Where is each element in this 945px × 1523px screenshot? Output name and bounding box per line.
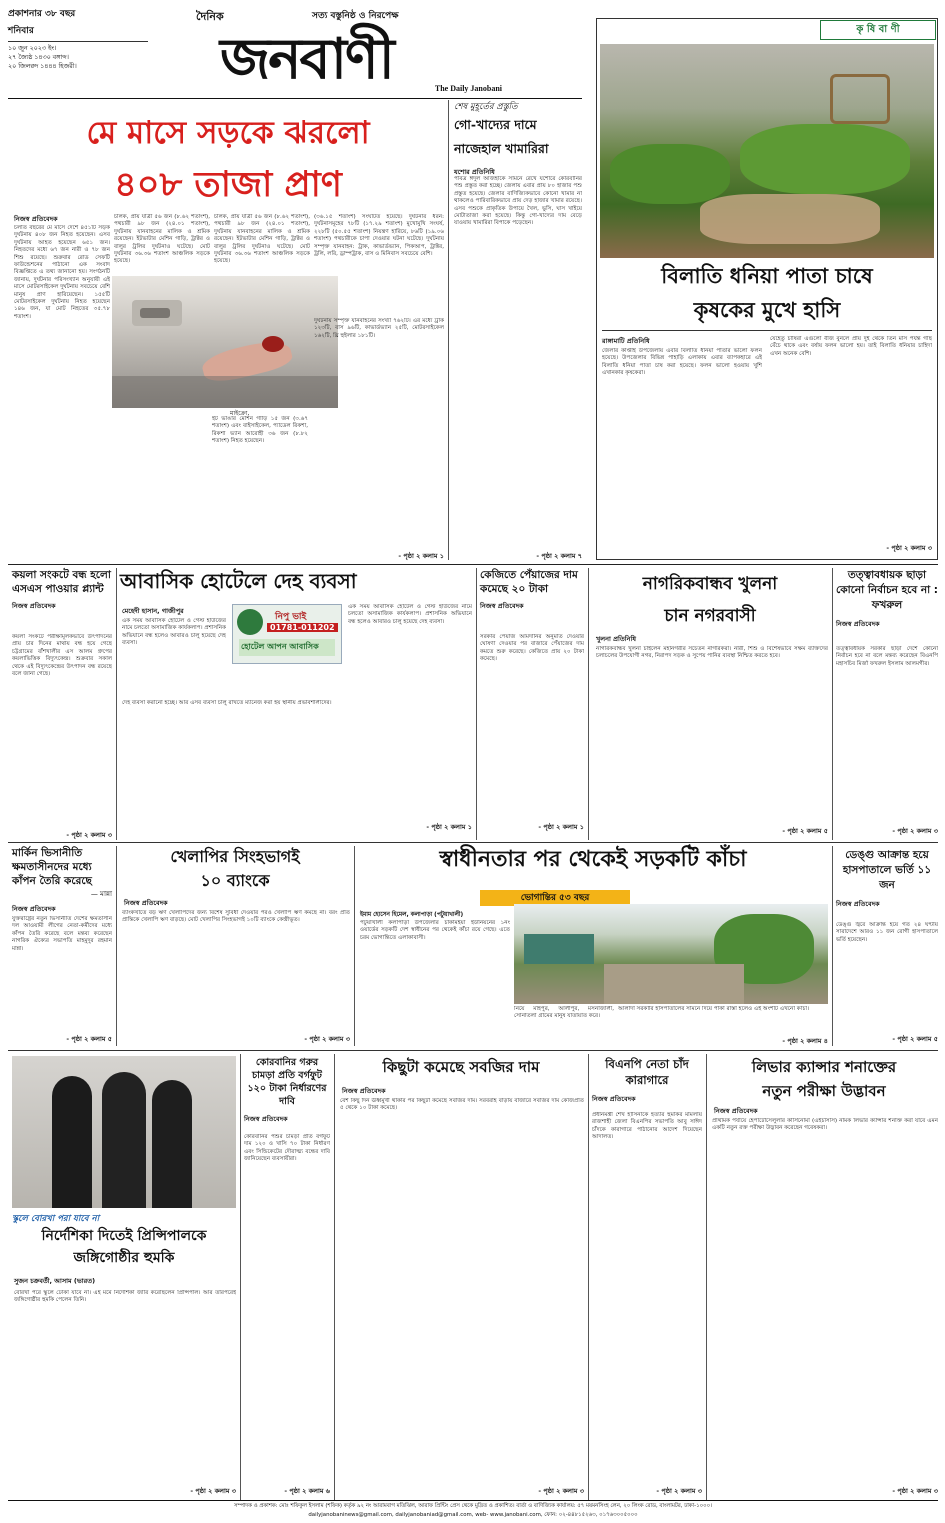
coal-body: কয়লা সংকটে পরীক্ষামূলকভাবে উৎপাদনের প্রায় চার দিনের মাথায় বন্ধ হয়ে গেছে চট্টগ্রামের বাঁশখালীর এস আলম গ্রুপের কয়লাভিত্তিক বিদ্যুৎকেন্দ্র। শুক্রবার সকাল থেকে এই বিদ্যুৎকেন্দ্রের উৎপাদন বন্ধ রয়েছে বলে জানা গেছে।: [12, 634, 112, 678]
dengue-body: ডেঙ্গু জ্বরে আক্রান্ত হয়ে গত ২৪ ঘণ্টায় সারাদেশে আরও ১১ জন রোগী হাসপাতালে ভর্তি হয়েছেন।: [836, 922, 938, 943]
coal-headline[interactable]: কয়লা সংকটে বন্ধ হলো এসএস পাওয়ার প্ল্যান্ট: [12, 569, 111, 595]
visa-headline[interactable]: মার্কিন ভিসানীতি ক্ষমতাসীনদের মধ্যে কাঁপন তৈরি করেছে: [12, 847, 92, 887]
veg-byline: নিজস্ব প্রতিবেদক: [342, 1087, 386, 1095]
krishi-rule: [602, 330, 932, 331]
publication-year: প্রকাশনার ৩৮ বছর: [8, 9, 76, 19]
bnp-byline: নিজস্ব প্রতিবেদক: [592, 1095, 636, 1103]
coal-story: [12, 568, 112, 612]
road-column-1: পটুয়াখালী কলাপাড়া উপজেলার চাকামইয়া ইউনিয়নের ১নং ওয়ার্ডের সড়কটি দেশ স্বাধীনের পর থেকেই কাঁচা রয়ে গেছে। এতে চরম ভোগান্তিতে এলাকাবাসী।: [360, 920, 510, 941]
lead-column-3-bottom: দুর্ঘটনায় সম্পৃক্ত যানবাহনের সংখ্যা ৭৬২টি। এর মধ্যে ট্রাক ১২৩টি, বাস ৯৬টি, কাভার্ডভ্যান ২৫টি, মোটরসাইকেল ১৬২টি, থ্রি হুইলার ১৮১টি।: [314, 318, 444, 339]
khulna-headline-1[interactable]: নাগরিকবান্ধব খুলনা: [642, 574, 778, 594]
dengue-continued[interactable]: - পৃষ্ঠা ২ কলাম ৫: [892, 1035, 938, 1043]
krishi-column-2: যেহেতু চাষিরা এগুলো বীজ বুনলে প্রায় দুই থেকে তিন মাস পর্যন্ত গাছ বেঁচে থাকে এবং বর্ষায় ফলন ভালো হয়। তাই বিলাতি ধনিয়ার চাহিদা এখন অনেক বেশি।: [770, 336, 932, 357]
defaulter-byline: নিজস্ব প্রতিবেদক: [124, 899, 168, 907]
krishi-continued[interactable]: - পৃষ্ঠা ২ কলাম ৩: [886, 544, 932, 552]
cattle-kicker: শেষ মুহূর্তের প্রস্তুতি: [454, 102, 518, 112]
date-hijri: ২০ জিলক্বদ ১৪৪৪ হিজরী।: [8, 63, 77, 70]
column-divider: [116, 568, 117, 840]
section-rule: [8, 1050, 938, 1051]
column-divider: [588, 1054, 589, 1500]
burqa-headline-2[interactable]: জঙ্গিগোষ্ঠীর হুমকি: [73, 1250, 175, 1266]
logo-text: জনবাণী: [220, 27, 393, 92]
road-continued[interactable]: - পৃষ্ঠা ২ কলাম ৪: [782, 1037, 828, 1045]
hotel-headline[interactable]: আবাসিক হোটেলে দেহ ব্যবসা: [120, 569, 357, 593]
card-phone: 01781-011202: [267, 623, 338, 632]
logo-subtitle: The Daily Janobani: [434, 84, 502, 93]
column-divider: [448, 100, 449, 560]
column-divider: [832, 846, 833, 1046]
column-divider: [588, 568, 589, 840]
veg-body: বেশ কিছু দিন ঊর্ধ্বমুখী থাকার পর কিছুটা কমেছে সবজির দাম। সরবরাহ বাড়ায় বাজারে সবজির দাম কেজিপ্রতি ৫ থেকে ১০ টাকা কমেছে।: [340, 1098, 584, 1112]
column-divider: [832, 568, 833, 840]
burqa-kicker: স্কুলে বোরখা পরা যাবে না: [12, 1214, 100, 1224]
section-rule: [8, 564, 938, 565]
khulna-body: নাগরিকবান্ধব খুলনা চাইলেন মহানগরীর সচেতন নাগরিকরা। নারী, শিশু ও বিশেষভাবে সক্ষম ব্যক্তিদের চলাচলের উপযোগী নগর, নিরাপদ সড়ক ও সুপেয় পানির ব্যবস্থা নিশ্চিত করতে হবে।: [596, 646, 828, 660]
khulna-continued[interactable]: - পৃষ্ঠা ২ কলাম ৫: [782, 827, 828, 835]
liver-body: প্রাথমিক পর্যায়ে হেপাটোসেলুলার কার্সিনোমা (এইচসিসি) নামক লিভার ক্যান্সার শনাক্ত করা যাবে এমন একটি নতুন রক্ত পরীক্ষা উদ্ভাবন করেছেন গবেষকরা।: [712, 1118, 938, 1132]
lead-photo-caption: মাইক্রো,: [230, 410, 250, 417]
road-photo: [514, 904, 828, 1004]
column-divider: [706, 1054, 707, 1500]
card-name: নিপু ভাই: [275, 612, 307, 622]
bnp-headline[interactable]: বিএনপি নেতা চাঁদ কারাগারে: [605, 1057, 689, 1087]
burqa-headline-1[interactable]: নির্দেশিকা দিতেই প্রিন্সিপালকে: [41, 1228, 207, 1244]
burqa-photo: [12, 1056, 236, 1208]
cattle-continued[interactable]: - পৃষ্ঠা ২ কলাম ৭: [536, 552, 582, 560]
dengue-byline: নিজস্ব প্রতিবেদক: [836, 900, 880, 908]
defaulter-headline-1[interactable]: খেলাপির সিংহভাগই: [170, 847, 300, 866]
hide-body: কোরবানির পশুর চামড়া প্রতি বর্গফুট দাম ১২০ ও খাসি ৭০ টাকা নির্ধারণ এবং সিন্ডিকেটের দৌরাত্ম্য বন্ধের দাবি জানিয়েছেন ব্যবসায়ীরা।: [244, 1134, 330, 1163]
dengue-story: [836, 848, 938, 910]
column-divider: [354, 846, 355, 1046]
krishi-section-text: কৃ ষি বা ণী: [856, 24, 900, 35]
khulna-byline: খুলনা প্রতিনিধি: [596, 635, 636, 643]
visa-attribution: — মান্না: [90, 890, 112, 898]
lead-column-1: চলতি বছরের মে মাসে দেশে ৪৫১টি সড়ক দুর্ঘটনায় ৪০৮ জন নিহত হয়েছেন। এসব দুর্ঘটনায় আহত হয়েছেন ৬৫১ জন। নিহতদের মধ্যে ৬৭ জন নারী ও ৭৮ জন শিশু রয়েছে। শুক্রবার রোড সেফটি ফাউন্ডেশনের পাঠানো এক সংবাদ বিজ্ঞপ্তিতে এ তথ্য জানানো হয়। সংগঠনটি জানায়, দুর্ঘটনার পরিসংখ্যান অনুযায়ী এই মাসে মোটরসাইকেল দুর্ঘটনায় সবচেয়ে বেশি মানুষ প্রাণ হারিয়েছেন। ১৫৫টি মোটরসাইকেল দুর্ঘটনায় নিহত হয়েছেন ১৪৬ জন, যা মোট নিহতের ৩৫.৭৮ শতাংশ।: [14, 225, 110, 320]
column-divider: [476, 568, 477, 840]
burqa-body: বোরখা পরে স্কুলে ঢোকা যাবে না। এই মর্মে নির্দেশিকা জারি করেছিলেন প্রিন্সিপাল। আর তারপরেই জঙ্গিগোষ্ঠীর হুমকি পেলেন তিনি।: [14, 1290, 236, 1304]
onion-story: [480, 568, 584, 612]
hide-continued[interactable]: - পৃষ্ঠা ২ কলাম ৬: [284, 1487, 330, 1495]
column-divider: [116, 846, 117, 1046]
cattle-byline: যশোর প্রতিনিধি: [454, 168, 495, 176]
krishi-section-label: [820, 20, 936, 40]
caretaker-headline[interactable]: তত্ত্বাবধায়ক ছাড়া কোনো নির্বাচন হবে না : ফখরুল: [836, 569, 938, 611]
card-subtitle: হোটেল আপন আবাসিক: [239, 639, 335, 656]
lead-headline-2[interactable]: ৪০৮ তাজা প্রাণ: [114, 165, 342, 205]
lead-column-2-bottom: ইট ভাঙার মেশিন গাড়ি ১৫ জন (৩.৬৭ শতাংশ) এবং বাইসাইকেল, প্যাডেল রিকশা, রিকশা ভ্যান আরোহী ৩৬ জন (৮.৮২ শতাংশ) নিহত হয়েছেন।: [212, 416, 308, 445]
footer-contact[interactable]: dailyjanobaninews@gmail.com, dailyjanobaniad@gmail.com, web- www.janobani.com, ফোন: ০২-৪৪৮১৫২৬৩, ০১৭৬৩০০৫০০০: [308, 1512, 638, 1518]
road-headline[interactable]: স্বাধীনতার পর থেকেই সড়কটি কাঁচা: [439, 847, 747, 872]
logo-prefix: দৈনিক: [196, 10, 224, 23]
masthead-dateblock: [8, 6, 148, 71]
bnp-continued[interactable]: - পৃষ্ঠা ২ কলাম ৩: [656, 1487, 702, 1495]
hotel-byline: মেহেদী হাসান, গাজীপুর: [122, 607, 184, 615]
krishi-byline: রাঙ্গামাটি প্রতিনিধি: [602, 337, 650, 345]
card-icon: [237, 609, 263, 635]
lead-headline-1[interactable]: মে মাসে সড়কে ঝরলো: [86, 115, 370, 151]
section-rule: [8, 842, 938, 843]
liver-headline-2[interactable]: নতুন পরীক্ষা উদ্ভাবন: [762, 1082, 886, 1100]
liver-headline-1[interactable]: লিভার ক্যান্সার শনাক্তের: [751, 1058, 897, 1076]
cattle-headline-1[interactable]: গো-খাদ্যের দামে: [454, 117, 537, 132]
lead-column-3: (৩৬.১৫ শতাংশ) সংঘটিত হয়েছে। দুর্ঘটনার ধরন: দুর্ঘটনাসমূহের ৭৮টি (১৭.২৯ শতাংশ) মুখোমুখি সংঘর্ষ, ২২৮টি (৫০.৫৫ শতাংশ) নিয়ন্ত্রণ হারিয়ে, ৮৬টি (১৯.০৬ শতাংশ) পথচারীকে চাপা দেওয়ার ঘটনা ঘটেছে। দুর্ঘটনায় সম্পৃক্ত যানবাহন: ট্রাক, কাভার্ডভ্যান, পিকআপ, ট্রাক্টর, ট্রলি, লরি, ড্রাম্পট্রাক, বাস ও মিনিবাস সবচেয়ে বেশি।: [314, 214, 444, 258]
onion-byline: নিজস্ব প্রতিবেদক: [480, 602, 524, 610]
lead-continued[interactable]: - পৃষ্ঠা ২ কলাম ১: [398, 552, 444, 560]
coal-continued[interactable]: - পৃষ্ঠা ২ কলাম ৩: [66, 831, 112, 839]
caretaker-continued[interactable]: - পৃষ্ঠা ২ কলাম ৩: [892, 827, 938, 835]
tagline: সত্য বস্তুনিষ্ঠ ও নিরপেক্ষ: [312, 11, 399, 21]
hotel-column-2: দেহ ব্যবসা করানো হচ্ছে। আর এসব ব্যবসা চালু রাখতে ম্যানেজ করা হয় স্থানীয় প্রভাবশালীদের।: [122, 700, 332, 706]
visa-body: যুক্তরাষ্ট্রের নতুন ভিসানীতি দেশের ক্ষমতাসীন দল আওয়ামী লীগের নেতা-কর্মীদের মধ্যে কাঁপন তৈরি করেছে বলে মন্তব্য করেছেন নাগরিক ঐক্যের সভাপতি মাহমুদুর রহমান মান্না।: [12, 916, 112, 952]
krishi-column-1: জেলার কাপ্তাই উপজেলায় এবার বিলাতি ধনিয়া পাতার ভালো ফলন হয়েছে। উপজেলার বিভিন্ন পাহাড়ি এলাকায় এবার ব্যাপকহারে এই বিলাতি ধনিয়া পাতা চাষ করা হয়েছে। ফলন ভালো হওয়ায় খুশি এখানকার কৃষকেরা।: [602, 348, 762, 377]
hide-story: [244, 1056, 330, 1125]
caretaker-body: তত্ত্বাবধায়ক সরকার ছাড়া দেশে কোনো নির্বাচন হবে না বলে মন্তব্য করেছেন বিএনপি মহাসচিব মির্জা ফখরুল ইসলাম আলমগীর।: [836, 646, 938, 667]
caretaker-byline: নিজস্ব প্রতিবেদক: [836, 620, 880, 628]
krishi-headline-1[interactable]: বিলাতি ধনিয়া পাতা চাষে: [661, 264, 873, 288]
footer-imprint: সম্পাদক ও প্রকাশক: মোঃ শফিকুল ইসলাম (শফিক) কর্তৃক ৯২ নং আরামবাগ মতিঝিল, আরাফ প্রিন্টিং প্রেস থেকে মুদ্রিত ও প্রকাশিত। বার্তা ও বাণিজ্যিক কার্যালয়: ৫৭ ময়মনসিংহ লেন, ২০ লিংক রোড, বাংলামটর, ঢাকা-১০০০।: [233, 1503, 713, 1509]
masthead-logo[interactable]: [190, 4, 520, 94]
defaulter-body: ব্যাংকখাতে বড় ঋণ খেলাপিদের জন্য বিশেষ সুবিধা দেওয়ার পরও খেলাপি ঋণ কমছে না। বরং প্রতি প্রান্তিকে খেলাপি ঋণ বাড়ছে। মোট খেলাপির সিংহভাগই ১০টি ব্যাংকে কেন্দ্রীভূত।: [122, 910, 350, 924]
bnp-story: [592, 1056, 702, 1105]
defaulter-continued[interactable]: - পৃষ্ঠা ২ কলাম ৩: [304, 1035, 350, 1043]
hotel-column-3: এক সময় আবাসিক হোটেল ও গেস্ট হাউজের নামে চলতো অসামাজিক কার্যকলাপ। প্রশাসনিক অভিযানে বন্ধ হলেও আবারও চালু হয়েছে দেহ ব্যবসা।: [348, 604, 472, 625]
defaulter-headline-2[interactable]: ১০ ব্যাংকে: [200, 871, 270, 890]
cattle-headline-2[interactable]: নাজেহাল খামারিরা: [454, 141, 549, 156]
dengue-headline[interactable]: ডেঙ্গু আক্রান্ত হয়ে হাসপাতালে ভর্তি ১১ জন: [842, 849, 932, 891]
krishi-headline-2[interactable]: কৃষকের মুখে হাসি: [693, 298, 841, 322]
burqa-continued[interactable]: - পৃষ্ঠা ২ কলাম ৩: [190, 1487, 236, 1495]
caretaker-story: [836, 568, 938, 630]
liver-continued[interactable]: - পৃষ্ঠা ২ কলাম ৩: [892, 1487, 938, 1495]
liver-byline: নিজস্ব প্রতিবেদক: [714, 1107, 758, 1115]
road-tag-text: ভোগান্তির ৫৩ বছর: [520, 893, 590, 903]
onion-continued[interactable]: - পৃষ্ঠা ২ কলাম ১: [538, 823, 584, 831]
burqa-byline: সুজন চক্রবর্তী, আসাম (ভারত): [14, 1277, 96, 1285]
column-divider: [334, 1054, 335, 1500]
cattle-body: পবিত্র ঈদুল আজহাকে সামনে রেখে যশোরে কোরবানির পশু প্রস্তুত করা হচ্ছে। জেলায় এবার প্রায় ৮০ হাজার পশু প্রস্তুত হয়েছে। জেলার বাণিজ্যিকভাবে কোনো খামার না থাকলেও পারিবারিকভাবে প্রায় দেড় হাজার খামার রয়েছে। এসব পশুকে প্রাকৃতিক উপায়ে খৈল, ভুসি, ঘাস খাইয়ে মোটাতাজা করা হয়েছে। কিন্তু গো-খাদ্যের দাম বেড়ে যাওয়ায় খামারিরা বিপাকে পড়েছেন।: [454, 176, 582, 227]
bnp-body: প্রধানমন্ত্রী শেখ হাসিনাকে হত্যার হুমকির মামলায় রাজশাহী জেলা বিএনপির সভাপতি আবু সাঈদ চাঁদকে কারাগারে পাঠানোর আদেশ দিয়েছেন আদালত।: [592, 1112, 702, 1141]
veg-continued[interactable]: - পৃষ্ঠা ২ কলাম ৩: [538, 1487, 584, 1495]
footer-rule: [8, 1500, 938, 1501]
weekday: শনিবার: [8, 26, 34, 36]
road-column-3: আলাদা সরকারি হাসপাতালের সামনে দিয়ে পাকা রাস্তা হলেও এই অংশটি এখনো কাঁচা।: [618, 1006, 809, 1012]
column-divider: [240, 1054, 241, 1500]
coal-byline: নিজস্ব প্রতিবেদক: [12, 602, 56, 610]
hotel-card-photo: [232, 604, 342, 664]
veg-headline[interactable]: কিছুটা কমেছে সবজির দাম: [382, 1058, 540, 1076]
lead-byline: নিজস্ব প্রতিবেদক: [14, 215, 58, 223]
masthead-rule: [8, 98, 582, 99]
visa-story: [12, 846, 112, 915]
road-byline: ইমাম হোসেন হিমেল, কলাপাড়া (পটুয়াখালী): [360, 912, 464, 918]
lead-column-2b: চালক, প্রায় যাত্রী ৫৬ জন (৮.৬২ শতাংশ), পথচারী ৯৮ জন (২৪.০১ শতাংশ), দুর্ঘটনায় যানবাহনের মালিক ও শ্রমিক রয়েছেন। ইটভাটার মেশিন গাড়ি, ট্রাক্টর ও বালুর ট্রলির দুর্ঘটনাও ঘটেছে। মোট দুর্ঘটনার ৩৬.৩৬ শতাংশ আঞ্চলিক সড়কে হয়েছে।: [214, 214, 310, 265]
date-english: ১০ জুন ২০২৩ ইং।: [8, 45, 57, 52]
onion-headline[interactable]: কেজিতে পেঁয়াজের দাম কমেছে ২০ টাকা: [480, 569, 578, 595]
hide-headline[interactable]: কোরবানির গরুর চামড়া প্রতি বর্গফুট ১২০ টাকা নির্ধারণের দাবি: [247, 1057, 327, 1107]
lead-column-2: চালক, প্রায় যাত্রী ৫৬ জন (৮.৬২ শতাংশ), পথচারী ৯৮ জন (২৪.০১ শতাংশ), দুর্ঘটনায় যানবাহনের মালিক ও শ্রমিক রয়েছেন। ইটভাটার মেশিন গাড়ি, ট্রাক্টর ও বালুর ট্রলির দুর্ঘটনাও ঘটেছে। মোট দুর্ঘটনার ৩৬.৩৬ শতাংশ আঞ্চলিক সড়কে হয়েছে।: [114, 214, 210, 265]
visa-byline: নিজস্ব প্রতিবেদক: [12, 905, 56, 913]
lead-photo: [112, 276, 338, 408]
cattle-story: [454, 100, 582, 178]
hotel-continued[interactable]: - পৃষ্ঠা ২ কলাম ১: [426, 823, 472, 831]
date-bangla: ২৭ জ্যৈষ্ঠ ১৪৩০ বঙ্গাব্দ।: [8, 54, 69, 61]
krishi-photo: [600, 44, 934, 258]
onion-body: সরকার পেঁয়াজ আমদানির অনুমতি দেওয়ার ঘোষণা দেওয়ার পর বাজারে পেঁয়াজের দাম কমতে শুরু করেছে। কেজিতে প্রায় ২০ টাকা কমেছে।: [480, 634, 584, 663]
visa-continued[interactable]: - পৃষ্ঠা ২ কলাম ৫: [66, 1035, 112, 1043]
khulna-headline-2[interactable]: চান নগরবাসী: [664, 606, 756, 626]
hide-byline: নিজস্ব প্রতিবেদক: [244, 1115, 288, 1123]
road-column-2: নিয়ে মহিপুর, আলীপুর, মসনাজালী, সোনাতলা গ্রামের মানুষ যাতায়াত করে।: [514, 1006, 614, 1020]
hotel-column-1: এক সময় আবাসিক হোটেল ও গেস্ট হাউজের নামে চলতো অসামাজিক কার্যকলাপ। প্রশাসনিক অভিযানে বন্ধ হলেও আবারও চালু হয়েছে দেহ ব্যবসা।: [122, 618, 226, 647]
